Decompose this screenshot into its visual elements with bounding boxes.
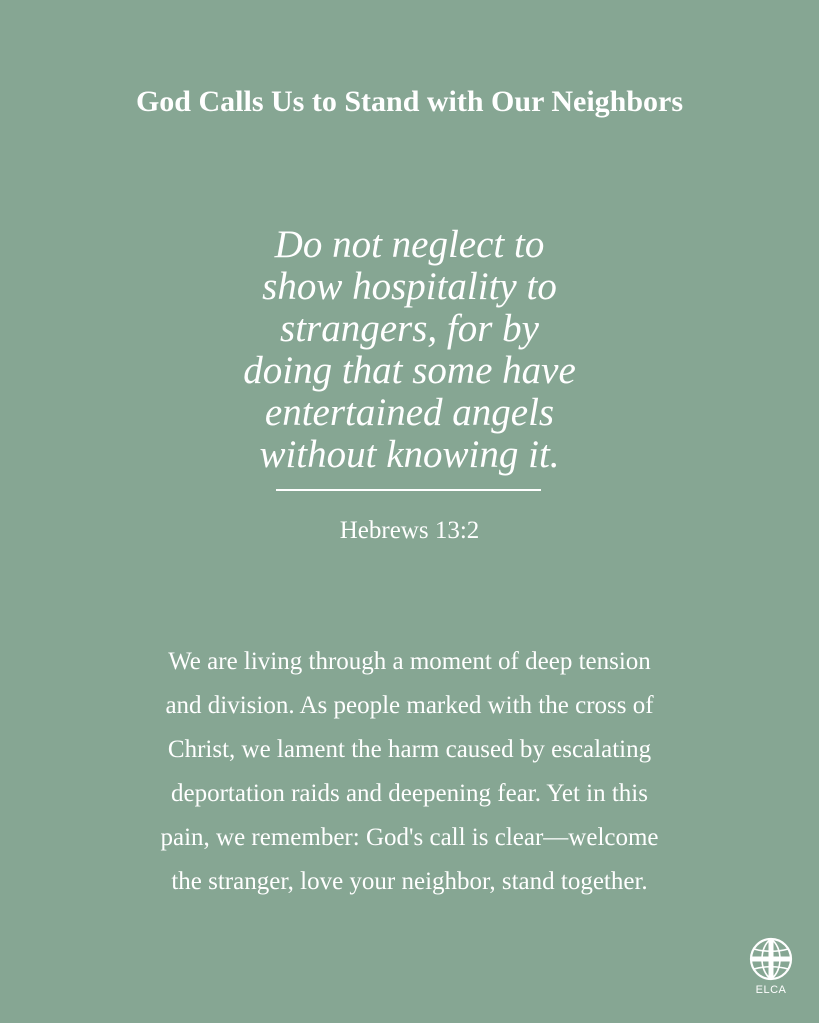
quote-line: strangers, for by [280,307,539,350]
quote-line: without knowing it. [259,433,560,476]
elca-logo [744,937,798,1003]
statement-line: Christ, we lament the harm caused by escalating [167,736,652,763]
quote-line: show hospitality to [262,265,557,308]
statement-line: deportation raids and deepening fear. Yet in this [171,780,648,807]
scripture-quote [0,224,819,476]
statement-line: We are living through a moment of deep tension [168,648,651,675]
page-title: God Calls Us to Stand with Our Neighbors [135,85,684,118]
scripture-citation: Hebrews 13:2 [339,517,480,544]
statement-line: pain, we remember: God's call is clear—welcome [160,824,659,851]
divider [276,489,541,491]
statement-paragraph [0,640,819,904]
quote-line: Do not neglect to [274,223,545,266]
quote-line: doing that some have [243,349,576,392]
quote-line: entertained angels [264,391,555,434]
statement-line: the stranger, love your neighbor, stand together. [171,868,648,895]
statement-line: and division. As people marked with the cross of [165,692,654,719]
logo-text: ELCA [755,984,787,996]
globe-cross-icon [749,937,793,981]
